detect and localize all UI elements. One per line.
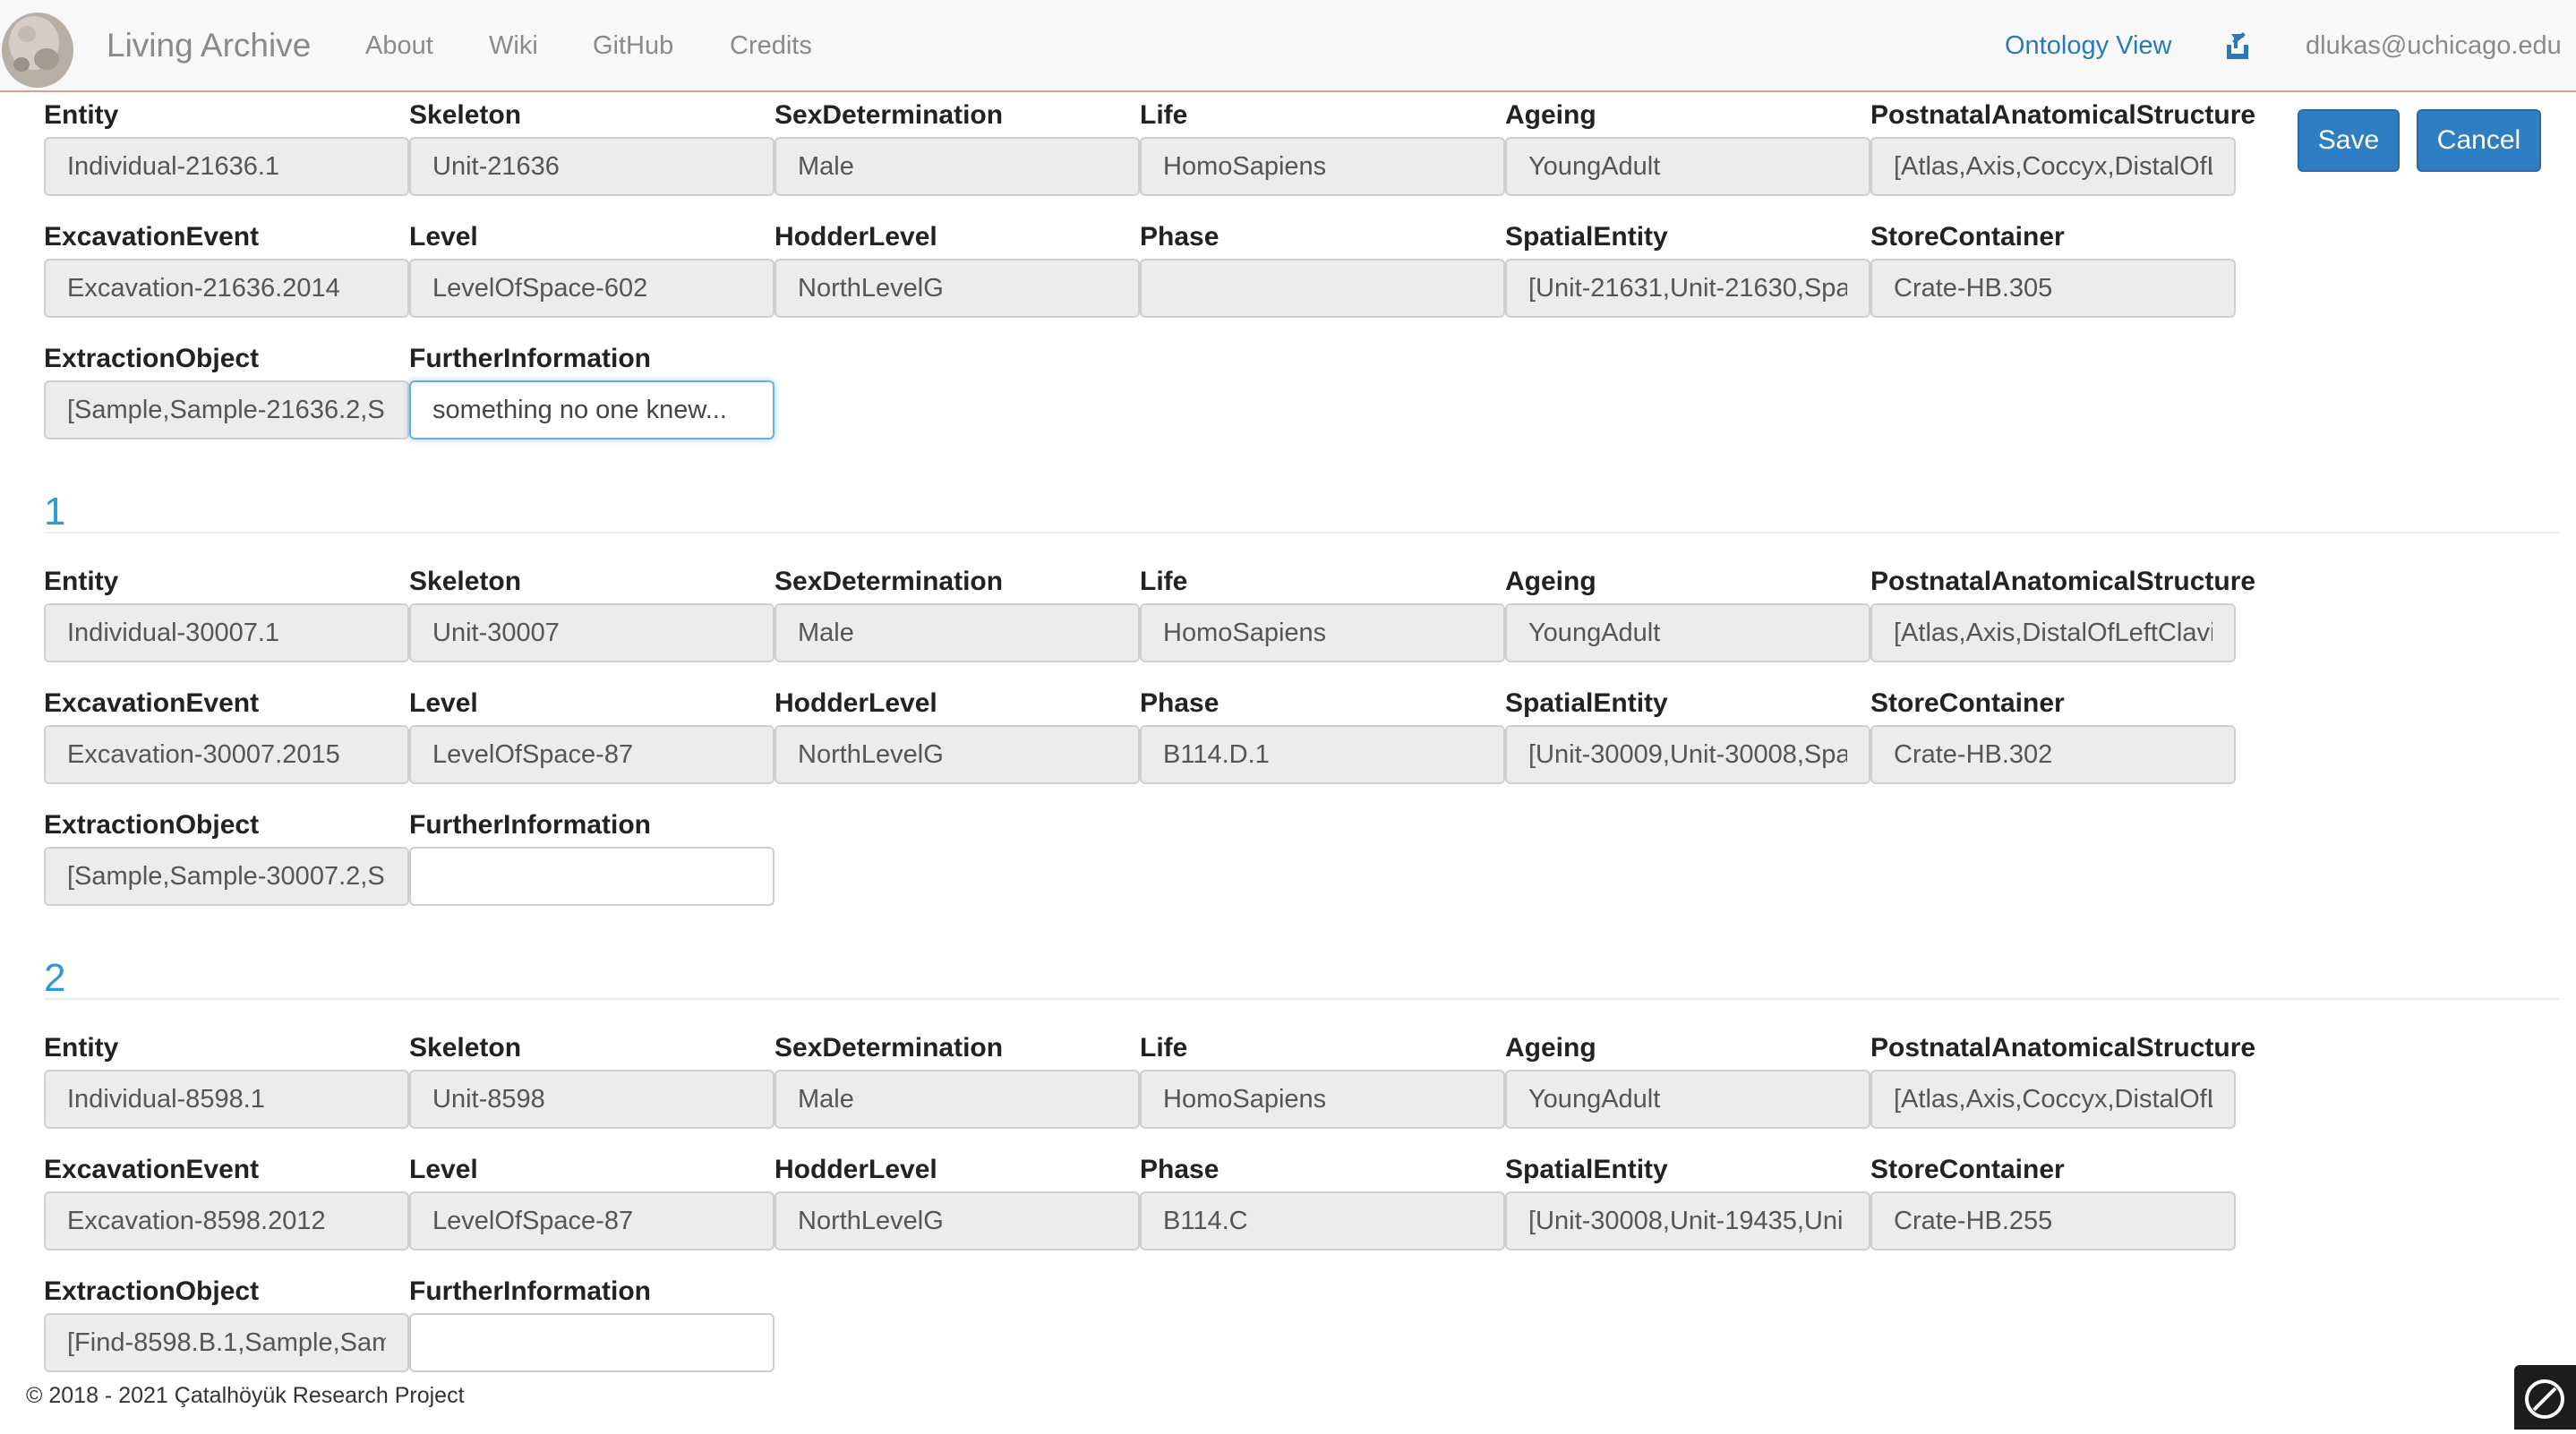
- skeleton-field[interactable]: [409, 1070, 775, 1129]
- label-postnatal: PostnatalAnatomicalStructure: [1870, 567, 2256, 596]
- logo-icon[interactable]: [0, 0, 79, 90]
- label-postnatal: PostnatalAnatomicalStructure: [1870, 1033, 2256, 1063]
- life-field[interactable]: [1140, 1070, 1505, 1129]
- label-ageing: Ageing: [1505, 1033, 1596, 1063]
- label-entity: Entity: [44, 567, 119, 596]
- phase-field[interactable]: [1140, 259, 1505, 318]
- sex-determination-field[interactable]: [775, 1070, 1140, 1129]
- excavation-event-field[interactable]: [44, 1191, 409, 1250]
- label-level: Level: [409, 688, 478, 718]
- phase-field[interactable]: [1140, 725, 1505, 784]
- label-spatial-entity: SpatialEntity: [1505, 1155, 1668, 1184]
- label-level: Level: [409, 222, 478, 252]
- label-skeleton: Skeleton: [409, 567, 522, 596]
- further-information-input[interactable]: [409, 847, 775, 906]
- label-sex-determination: SexDetermination: [775, 100, 1004, 130]
- extraction-object-field[interactable]: [44, 380, 409, 440]
- level-field[interactable]: [409, 725, 775, 784]
- ageing-field[interactable]: [1505, 603, 1870, 662]
- nav-link-github[interactable]: GitHub: [593, 31, 674, 60]
- store-container-field[interactable]: [1870, 1191, 2236, 1250]
- label-further-information: FurtherInformation: [409, 344, 651, 373]
- skeleton-field[interactable]: [409, 137, 775, 196]
- label-excavation-event: ExcavationEvent: [44, 688, 260, 718]
- label-sex-determination: SexDetermination: [775, 567, 1004, 596]
- ageing-field[interactable]: [1505, 1070, 1870, 1129]
- extraction-object-field[interactable]: [44, 847, 409, 906]
- label-postnatal: PostnatalAnatomicalStructure: [1870, 100, 2256, 130]
- label-phase: Phase: [1140, 688, 1220, 718]
- record-number: 2: [44, 956, 66, 1000]
- label-level: Level: [409, 1155, 478, 1184]
- label-phase: Phase: [1140, 222, 1220, 252]
- excavation-event-field[interactable]: [44, 725, 409, 784]
- label-spatial-entity: SpatialEntity: [1505, 222, 1668, 252]
- save-button[interactable]: Save: [2298, 109, 2400, 172]
- label-hodder-level: HodderLevel: [775, 1155, 937, 1184]
- label-extraction-object: ExtractionObject: [44, 344, 260, 373]
- label-extraction-object: ExtractionObject: [44, 1276, 260, 1306]
- phase-field[interactable]: [1140, 1191, 1505, 1250]
- export-icon[interactable]: [2224, 30, 2251, 61]
- spatial-entity-field[interactable]: [1505, 1191, 1870, 1250]
- nav-link-wiki[interactable]: Wiki: [489, 31, 538, 60]
- label-phase: Phase: [1140, 1155, 1220, 1184]
- cancel-button[interactable]: Cancel: [2417, 109, 2541, 172]
- level-field[interactable]: [409, 1191, 775, 1250]
- nav-link-about[interactable]: About: [365, 31, 433, 60]
- label-sex-determination: SexDetermination: [775, 1033, 1004, 1063]
- extraction-object-field[interactable]: [44, 1313, 409, 1372]
- excavation-event-field[interactable]: [44, 259, 409, 318]
- label-ageing: Ageing: [1505, 100, 1596, 130]
- entity-field[interactable]: [44, 137, 409, 196]
- life-field[interactable]: [1140, 603, 1505, 662]
- label-store-container: StoreContainer: [1870, 1155, 2065, 1184]
- entity-field[interactable]: [44, 1070, 409, 1129]
- label-skeleton: Skeleton: [409, 1033, 522, 1063]
- label-life: Life: [1140, 1033, 1188, 1063]
- label-hodder-level: HodderLevel: [775, 688, 937, 718]
- store-container-field[interactable]: [1870, 259, 2236, 318]
- label-entity: Entity: [44, 1033, 119, 1063]
- label-further-information: FurtherInformation: [409, 810, 651, 840]
- brand-link[interactable]: Living Archive: [107, 27, 312, 64]
- sex-determination-field[interactable]: [775, 137, 1140, 196]
- user-email-link[interactable]: dlukas@uchicago.edu: [2306, 31, 2562, 60]
- hodder-level-field[interactable]: [775, 259, 1140, 318]
- hodder-level-field[interactable]: [775, 1191, 1140, 1250]
- spatial-entity-field[interactable]: [1505, 725, 1870, 784]
- postnatal-field[interactable]: [1870, 603, 2236, 662]
- store-container-field[interactable]: [1870, 725, 2236, 784]
- further-information-input[interactable]: [409, 1313, 775, 1372]
- label-hodder-level: HodderLevel: [775, 222, 937, 252]
- section-divider: [44, 532, 2560, 533]
- label-excavation-event: ExcavationEvent: [44, 1155, 260, 1184]
- label-store-container: StoreContainer: [1870, 222, 2065, 252]
- spatial-entity-field[interactable]: [1505, 259, 1870, 318]
- ageing-field[interactable]: [1505, 137, 1870, 196]
- accessibility-widget[interactable]: [2514, 1365, 2576, 1430]
- label-excavation-event: ExcavationEvent: [44, 222, 260, 252]
- footer-copyright: © 2018 - 2021 Çatalhöyük Research Project: [26, 1383, 465, 1408]
- label-life: Life: [1140, 100, 1188, 130]
- label-ageing: Ageing: [1505, 567, 1596, 596]
- record-number: 1: [44, 490, 66, 533]
- sex-determination-field[interactable]: [775, 603, 1140, 662]
- ontology-view-link[interactable]: Ontology View: [2005, 31, 2172, 60]
- label-extraction-object: ExtractionObject: [44, 810, 260, 840]
- label-store-container: StoreContainer: [1870, 688, 2065, 718]
- life-field[interactable]: [1140, 137, 1505, 196]
- skeleton-field[interactable]: [409, 603, 775, 662]
- navbar: [0, 0, 2576, 92]
- entity-field[interactable]: [44, 603, 409, 662]
- section-divider: [44, 998, 2560, 1000]
- accessibility-icon: [2514, 1365, 2576, 1430]
- label-entity: Entity: [44, 100, 119, 130]
- label-further-information: FurtherInformation: [409, 1276, 651, 1306]
- hodder-level-field[interactable]: [775, 725, 1140, 784]
- nav-link-credits[interactable]: Credits: [730, 31, 812, 60]
- label-skeleton: Skeleton: [409, 100, 522, 130]
- label-life: Life: [1140, 567, 1188, 596]
- further-information-input[interactable]: [409, 380, 775, 440]
- postnatal-field[interactable]: [1870, 137, 2236, 196]
- label-spatial-entity: SpatialEntity: [1505, 688, 1668, 718]
- postnatal-field[interactable]: [1870, 1070, 2236, 1129]
- level-field[interactable]: [409, 259, 775, 318]
